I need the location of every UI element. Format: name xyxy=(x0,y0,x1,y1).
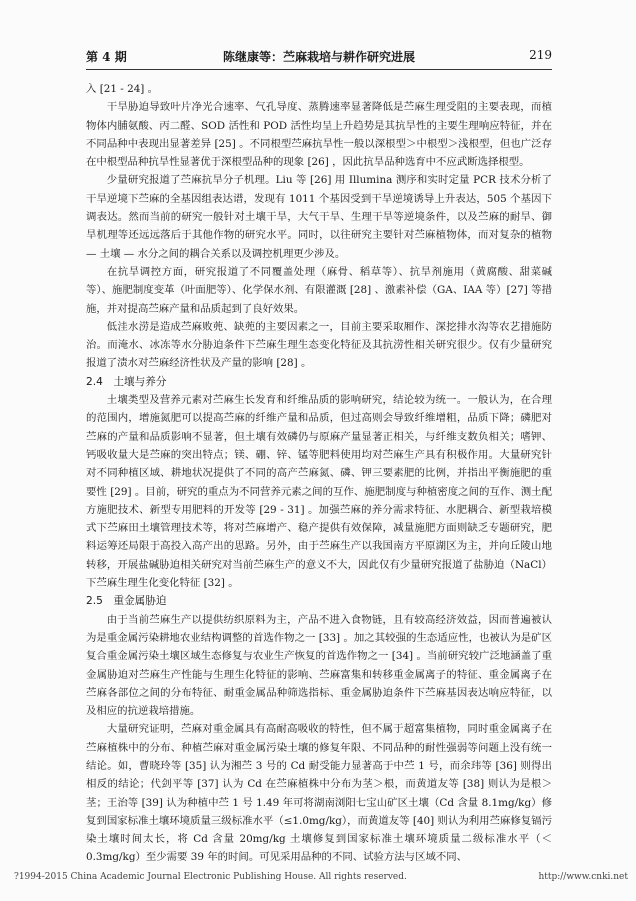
section-heading-2-5: 2.5 重金属胁迫 xyxy=(86,595,167,608)
paragraph: 少量研究报道了苎麻抗旱分子机理。Liu 等 [26] 用 Illumina 测序和实时定量 PCR 技术分析了干旱逆境下苎麻的全基因组表达谱，发现有 1011 个基因受到干旱逆境诱导上升表达，505 个基因下调表达。然而当前的研究一般针对土壤干旱，大气干旱、生理干旱等逆境条件，以及苎麻的耐旱、御旱机理等还远远落后于其他作物的研究水平。同时，以往研究主要针对苎麻植物体，而对复杂的植物 — 土壤 — 水分之间的耦合关系以及调控机理更少涉及。 xyxy=(86,174,552,260)
running-title: 陈继康等：苎麻栽培与耕作研究进展 xyxy=(222,50,415,64)
section-heading-2-4: 2.4 土壤与养分 xyxy=(86,375,167,388)
article-body xyxy=(86,80,552,867)
paragraph: 土壤类型及营养元素对苎麻生长发育和纤维品质的影响研究，结论较为统一。一般认为，在合理的范围内，增施氮肥可以提高苎麻的纤维产量和品质，但过高则会导致纤维增粗，品质下降；磷肥对苎麻的产量和品质影响不显著，但土壤有效磷仍与原麻产量显著正相关，与纤维支数负相关；嗜钾、钙吸收量大是苎麻的突出特点；镁、硼、锌、锰等肥料使用均对苎麻生产具有积极作用。大量研究针对不同种植区域、耕地状况提供了不同的高产苎麻氮、磷、钾三要素肥的比例，并指出平衡施肥的重要性 [29] 。目前，研究的重点为不同营养元素之间的互作、施肥制度与种植密度之间的互作、测土配方施肥技术、新型专用肥料的开发等 [29 - 31] 。加强苎麻的养分需求特征、水肥耦合、新型栽培模式下苎麻田土壤管理技术等，将对苎麻增产、稳产提供有效保障，减量施肥方面则缺乏专题研究，肥料运筹还局限于高投入高产出的思路。另外，由于苎麻生产以我国南方平原湖区为主，并向丘陵山地转移，开展盐碱胁迫相关研究对当前苎麻生产的意义不大，因此仅有少量研究报道了盐胁迫（NaCl）下苎麻生理生化变化特征 [32] 。 xyxy=(86,394,552,590)
copyright-footer xyxy=(14,872,628,882)
copyright-text: ?1994-2015 China Academic Journal Electronic Publishing House. All rights reserved. xyxy=(14,872,407,882)
issue-label: 第 4 期 xyxy=(86,50,127,64)
paragraph: 大量研究证明，苎麻对重金属具有高耐高吸收的特性，但不属于超富集植物，同时重金属离子在苎麻植株中的分布、种植苎麻对重金属污染土壤的修复年限、不同品种的耐性强弱等问题上没有统一结论。如，曹晓玲等 [35] 认为湘苎 3 号的 Cd 耐受能力显著高于中苎 1 号，而余玮等 [36] 则得出相反的结论；代剑平等 [37] 认为 Cd 在苎麻植株中分布为茎＞根，而黄道友等 [38] 则认为是根＞茎；王治等 [39] 认为种植中苎 1 号 1.49 年可将湖南浏阳七宝山矿区土壤（Cd 含量 8.1mg/kg）修复到国家标准土壤环境质量三级标准水平（≤1.0mg/kg），而黄道友等 [40] 则认为利用苎麻修复镉污染土壤时间太长，将 Cd 含量 20mg/kg 土壤修复到国家标准土壤环境质量二级标准水平（＜0.3mg/kg）至少需要 39 年的时间。可见采用品种的不同、试验方法与区域不同、 xyxy=(86,723,552,864)
page-number: 219 xyxy=(529,48,552,62)
header-rule xyxy=(86,69,552,70)
paragraph: 在抗旱调控方面，研究报道了不同覆盖处理（麻骨、稻草等）、抗旱剂施用（黄腐酸、甜菜碱等）、施肥制度变革（叶面肥等）、化学保水剂、有限灌溉 [28] 、激素补偿（GA、IAA 等）[27] 等措施，并对提高苎麻产量和品质起到了良好效果。 xyxy=(86,265,552,315)
running-header xyxy=(86,48,552,68)
paragraph: 低洼水涝是造成苎麻败蔸、缺蔸的主要因素之一，目前主要采取厢作、深挖排水沟等农艺措施防治。而淹水、冰冻等水分胁迫条件下苎麻生理生态变化特征及其抗涝性相关研究很少。仅有少量研究报道了渍水对苎麻经济性状及产量的影响 [28] 。 xyxy=(86,320,552,370)
paragraph-continuation: 入 [21 - 24] 。 xyxy=(86,83,159,95)
paragraph: 由于当前苎麻生产以提供纺织原料为主，产品不进入食物链，且有较高经济效益，因而普遍被认为是重金属污染耕地农业结构调整的首选作物之一 [33] 。加之其较强的生态适应性，也被认为是矿区复合重金属污染土壤区域生态修复与农业生产恢复的首选作物之一 [34] 。当前研究较广泛地涵盖了重金属胁迫对苎麻生产性能与生理生化特征的影响、苎麻富集和转移重金属离子的特征、重金属离子在苎麻各部位之间的分布特征、耐重金属品种筛选指标、重金属胁迫条件下苎麻基因表达响应特征，以及相应的抗逆栽培措施。 xyxy=(86,613,552,718)
footer-url[interactable]: http://www.cnki.net xyxy=(538,872,628,882)
paragraph: 干旱胁迫导致叶片净光合速率、气孔导度、蒸腾速率显著降低是苎麻生理受阻的主要表现，而植物体内脯氨酸、丙二醛、SOD 活性和 POD 活性均呈上升趋势是其抗旱性的主要生理响应特征，并在不同品种中表现出显著差异 [25] 。不同根型苎麻抗旱性一般以深根型＞中根型＞浅根型，但也广泛存在中根型品种抗旱性显著优于深根型品种的现象 [26] ，因此抗旱品种选育中不应武断选择根型。 xyxy=(86,101,552,169)
